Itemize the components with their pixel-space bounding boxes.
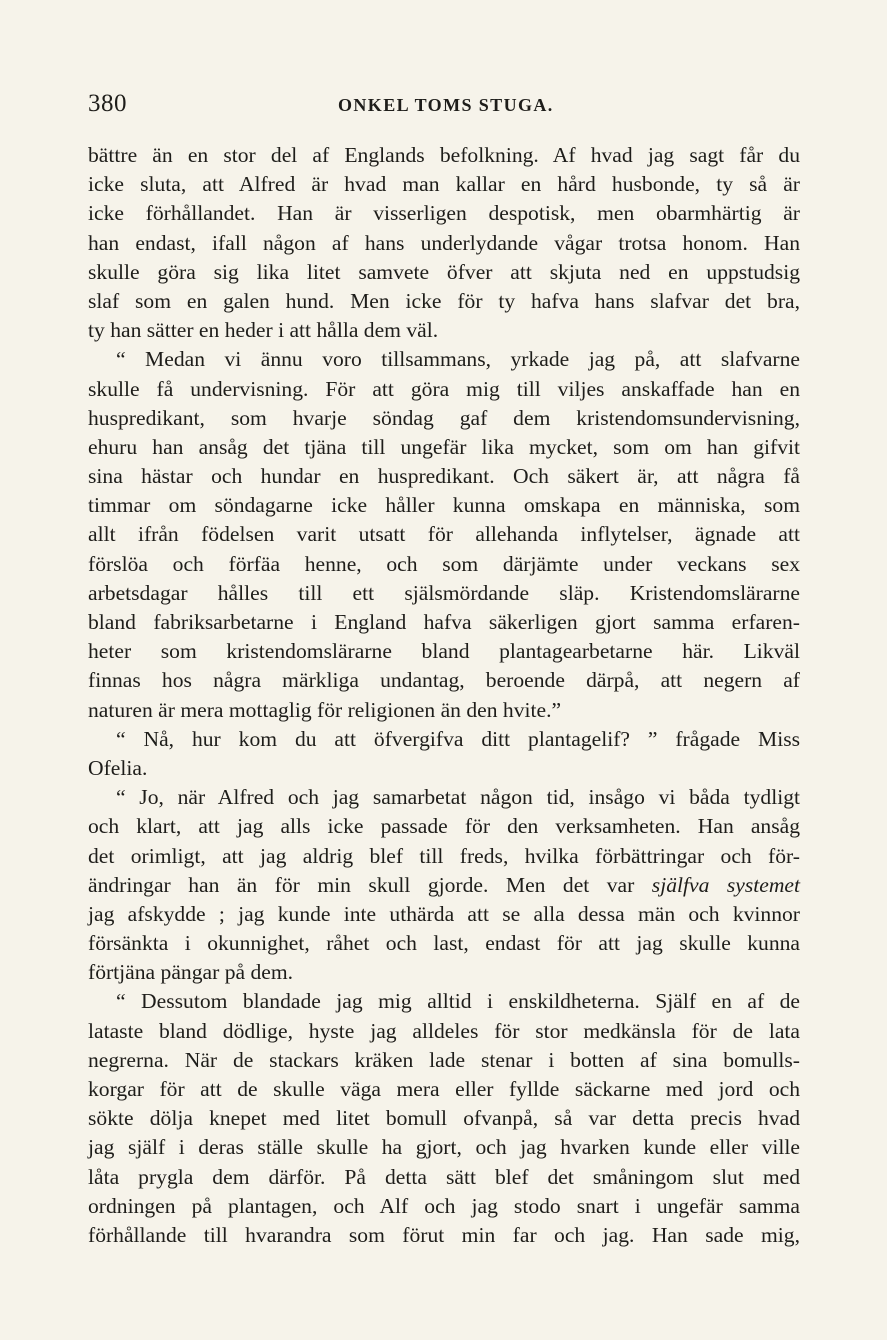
paragraph-start	[88, 345, 800, 374]
text-line: han endast, ifall någon af hans underlydande vågar trotsa honom. Han	[88, 230, 800, 255]
text-line: jag själf i deras ställe skulle ha gjort, och jag hvarken kunde eller ville	[88, 1135, 800, 1160]
text-line: lataste bland dödlige, hyste jag alldeles för stor medkänsla för de lata	[88, 1018, 800, 1043]
text-line: jag afskydde ; jag kunde inte uthärda att se alla dessa män och kvinnor	[88, 901, 800, 926]
text-line: och klart, att jag alls icke passade för den verksamheten. Han ansåg	[88, 814, 800, 839]
running-head: ONKEL TOMS STUGA.	[338, 95, 554, 115]
text-line: förtjäna pängar på dem.	[88, 960, 294, 985]
text-line: bättre än en stor del af Englands befolkning. Af hvad jag sagt får du	[88, 143, 800, 167]
body-text	[88, 141, 800, 1250]
text-line: förslöa och förfäa henne, och som därjämte under veckans sex	[88, 551, 800, 576]
text-line: korgar för att de skulle väga mera eller fyllde säckarne med jord och	[88, 1077, 800, 1101]
text-line: ehuru han ansåg det tjäna till ungefär lika mycket, som om han gifvit	[88, 434, 800, 459]
text-line: icke sluta, att Alfred är hvad man kallar en hård husbonde, ty så är	[88, 172, 800, 197]
text-line: huspredikant, som hvarje söndag gaf dem kristendomsundervisning,	[88, 405, 800, 430]
text-line-with-emphasis	[88, 871, 800, 900]
text-line: “ Medan vi ännu voro tillsammans, yrkade jag på, att slafvarne	[116, 347, 800, 372]
text-line: heter som kristendomslärarne bland plantagearbetarne här. Likväl	[88, 639, 800, 664]
text-line: sökte dölja knepet med litet bomull ofvanpå, så var detta precis hvad	[88, 1106, 800, 1131]
text-line: timmar om söndagarne icke håller kunna omskapa en människa, som	[88, 493, 800, 518]
emphasis-text: själfva systemet	[651, 872, 800, 897]
text-line: försänkta i okunnighet, råhet och last, endast för att jag skulle kunna	[88, 931, 800, 956]
text-line: “ Jo, när Alfred och jag samarbetat någon tid, insågo vi båda tydligt	[116, 785, 800, 810]
text-line: allt ifrån födelsen varit utsatt för allehanda inflytelser, ägnade att	[88, 522, 800, 547]
text-line: arbetsdagar hålles till ett själsmördande släp. Kristendomslärarne	[88, 580, 800, 605]
text-line: Ofelia.	[88, 755, 148, 780]
text-line: finnas hos några märkliga undantag, beroende därpå, att negern af	[88, 668, 800, 693]
text-line: sina hästar och hundar en huspredikant. Och säkert är, att några få	[88, 464, 800, 489]
text-line: skulle få undervisning. För att göra mig till viljes anskaffade han en	[88, 376, 800, 401]
text-line: naturen är mera mottaglig för religionen än den hvite.”	[88, 697, 562, 722]
text-line: bland fabriksarbetarne i England hafva säkerligen gjort samma erfaren-	[88, 610, 800, 634]
paragraph-start	[88, 725, 800, 754]
text-line: låta prygla dem därför. På detta sätt blef det småningom slut med	[88, 1164, 800, 1189]
text-segment: ändringar han än för min skull gjorde. Men det var	[88, 872, 635, 897]
text-line: ordningen på plantagen, och Alf och jag stodo snart i ungefär samma	[88, 1193, 800, 1218]
paragraph-start	[88, 987, 800, 1016]
text-line: slaf som en galen hund. Men icke för ty hafva hans slafvar det bra,	[88, 288, 800, 313]
paragraph-start	[88, 783, 800, 812]
page-number: 380	[88, 90, 127, 117]
text-line: ty han sätter en heder i att hålla dem väl.	[88, 318, 439, 343]
text-line: “ Dessutom blandade jag mig alltid i enskildheterna. Själf en af de	[116, 989, 800, 1014]
text-line: negrerna. När de stackars kräken lade stenar i botten af sina bomulls-	[88, 1047, 800, 1072]
page-header	[88, 90, 800, 126]
text-line: det orimligt, att jag aldrig blef till freds, hvilka förbättringar och för-	[88, 843, 800, 868]
text-line: förhållande till hvarandra som förut min far och jag. Han sade mig,	[88, 1222, 800, 1247]
text-line: skulle göra sig lika litet samvete öfver att skjuta ned en uppstudsig	[88, 259, 800, 284]
text-line: icke förhållandet. Han är visserligen despotisk, men obarmhärtig är	[88, 201, 800, 226]
text-line: “ Nå, hur kom du att öfvergifva ditt plantagelif? ” frågade Miss	[116, 726, 800, 751]
